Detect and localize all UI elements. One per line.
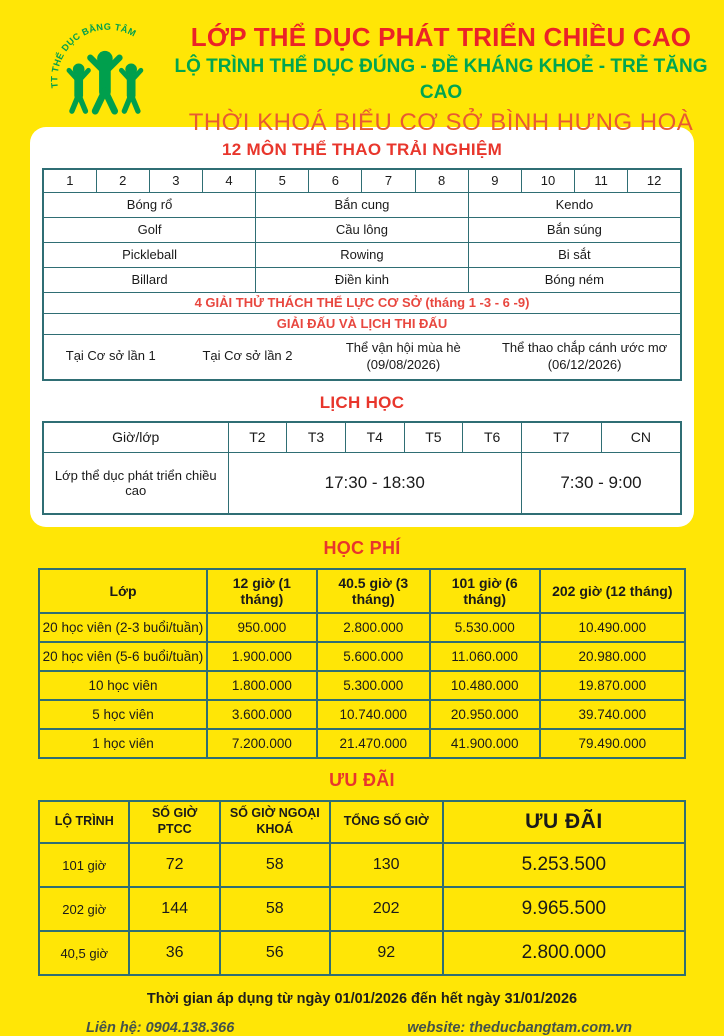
schedule-section-title: LỊCH HỌC	[319, 393, 405, 412]
sport-number: 9	[468, 169, 521, 192]
weekday-time-cell: 17:30 - 18:30	[228, 452, 521, 514]
tournament-row	[43, 313, 681, 334]
sport-number: 5	[256, 169, 309, 192]
event-item	[489, 340, 680, 374]
promo-header-cell: SỐ GIỜ PTCC	[129, 801, 219, 843]
pricing-label-cell: 1 học viên	[39, 729, 207, 758]
sport-number: 11	[575, 169, 628, 192]
pricing-value-cell: 5.300.000	[317, 671, 430, 700]
pricing-value-cell: 1.800.000	[207, 671, 317, 700]
promo-value-cell: 92	[330, 931, 443, 975]
pricing-section	[38, 568, 686, 759]
schedule-body-row	[43, 452, 681, 514]
pricing-row	[39, 700, 685, 729]
event-item	[44, 348, 178, 365]
promo-header-cell: TỔNG SỐ GIỜ	[330, 801, 443, 843]
sport-name-cell: Golf	[43, 217, 256, 242]
weekend-time-cell: 7:30 - 9:00	[521, 452, 681, 514]
sport-name-cell: Pickleball	[43, 242, 256, 267]
challenge-row	[43, 292, 681, 313]
sport-number: 1	[43, 169, 96, 192]
promo-table	[38, 800, 686, 976]
svg-text:TT THỂ DỤC BẰNG TÂM	[49, 22, 138, 89]
sports-row	[43, 242, 681, 267]
promo-header-row	[39, 801, 685, 843]
pricing-value-cell: 39.740.000	[540, 700, 685, 729]
promo-discount-cell: 2.800.000	[443, 931, 685, 975]
schedule-table	[42, 421, 682, 515]
header-titles	[158, 0, 724, 137]
pricing-row	[39, 642, 685, 671]
event-name: Tại Cơ sở lần 2	[202, 348, 293, 364]
sports-row	[43, 192, 681, 217]
sport-name-cell: Điền kinh	[256, 267, 469, 292]
events-list	[44, 335, 680, 380]
pricing-value-cell: 10.740.000	[317, 700, 430, 729]
pricing-label-cell: 10 học viên	[39, 671, 207, 700]
sport-name-cell: Bắn súng	[468, 217, 681, 242]
class-name-cell: Lớp thể dục phát triển chiều cao	[43, 452, 228, 514]
promo-label-cell: 101 giờ	[39, 843, 129, 887]
promo-header-cell: SỐ GIỜ NGOẠI KHOÁ	[220, 801, 330, 843]
promo-header-cell: LỘ TRÌNH	[39, 801, 129, 843]
header	[0, 0, 724, 136]
pricing-table	[38, 568, 686, 759]
sports-number-row	[43, 169, 681, 192]
sports-row	[43, 217, 681, 242]
pricing-value-cell: 41.900.000	[430, 729, 540, 758]
sports-table	[42, 168, 682, 381]
pricing-value-cell: 5.600.000	[317, 642, 430, 671]
promo-header-cell: ƯU ĐÃI	[443, 801, 685, 843]
sport-number: 2	[96, 169, 149, 192]
tournament-text: GIẢI ĐẤU VÀ LỊCH THI ĐẤU	[43, 313, 681, 334]
sport-name-cell: Rowing	[256, 242, 469, 267]
pricing-value-cell: 19.870.000	[540, 671, 685, 700]
pricing-value-cell: 5.530.000	[430, 613, 540, 642]
pricing-header-cell: 12 giờ (1 tháng)	[207, 569, 317, 613]
pricing-value-cell: 20.980.000	[540, 642, 685, 671]
pricing-value-cell: 10.490.000	[540, 613, 685, 642]
pricing-header-row	[39, 569, 685, 613]
website-link: website: theducbangtam.com.vn	[407, 1020, 632, 1036]
promo-value-cell: 144	[129, 887, 219, 931]
logo-arc-text: TT THỂ DỤC BẰNG TÂM	[49, 21, 138, 89]
promo-row	[39, 843, 685, 887]
header-line3: THỜI KHOÁ BIỂU CƠ SỞ BÌNH HƯNG HOÀ	[188, 109, 694, 136]
logo-icon	[46, 14, 158, 116]
pricing-label-cell: 20 học viên (5-6 buổi/tuần)	[39, 642, 207, 671]
main-panel	[30, 127, 694, 527]
pricing-value-cell: 11.060.000	[430, 642, 540, 671]
event-item	[317, 340, 489, 374]
sport-number: 10	[521, 169, 574, 192]
sport-number: 7	[362, 169, 415, 192]
promo-value-cell: 58	[220, 843, 330, 887]
schedule-header-cell: Giờ/lớp	[43, 422, 228, 452]
challenge-text: 4 GIẢI THỬ THÁCH THỂ LỰC CƠ SỞ (tháng 1 -3 - 6 -9)	[43, 292, 681, 313]
pricing-row	[39, 613, 685, 642]
header-line1: LỚP THỂ DỤC PHÁT TRIỂN CHIỀU CAO	[190, 22, 692, 52]
sport-number: 8	[415, 169, 468, 192]
pricing-value-cell: 7.200.000	[207, 729, 317, 758]
schedule-header-cell: T3	[287, 422, 346, 452]
pricing-header-cell: 40.5 giờ (3 tháng)	[317, 569, 430, 613]
promo-value-cell: 56	[220, 931, 330, 975]
promo-row	[39, 887, 685, 931]
promo-row	[39, 931, 685, 975]
promo-value-cell: 58	[220, 887, 330, 931]
schedule-header-cell: T6	[463, 422, 522, 452]
promo-section	[38, 800, 686, 976]
schedule-header-cell: T2	[228, 422, 287, 452]
event-date: (06/12/2026)	[547, 356, 622, 372]
schedule-header-cell: T7	[521, 422, 601, 452]
promo-value-cell: 202	[330, 887, 443, 931]
pricing-header-cell: 101 giờ (6 tháng)	[430, 569, 540, 613]
promo-label-cell: 202 giờ	[39, 887, 129, 931]
pricing-value-cell: 950.000	[207, 613, 317, 642]
pricing-label-cell: 5 học viên	[39, 700, 207, 729]
sports-section-title: 12 MÔN THỂ THAO TRẢI NGHIỆM	[221, 140, 503, 159]
promo-label-cell: 40,5 giờ	[39, 931, 129, 975]
events-row	[43, 334, 681, 380]
sport-number: 6	[309, 169, 362, 192]
pricing-value-cell: 1.900.000	[207, 642, 317, 671]
pricing-row	[39, 729, 685, 758]
pricing-header-cell: Lớp	[39, 569, 207, 613]
sport-number: 12	[628, 169, 681, 192]
pricing-value-cell: 21.470.000	[317, 729, 430, 758]
promo-value-cell: 72	[129, 843, 219, 887]
event-item	[178, 348, 318, 365]
sports-row	[43, 267, 681, 292]
event-name: Thể vận hội mùa hè	[345, 339, 461, 355]
validity-text: Thời gian áp dụng từ ngày 01/01/2026 đến hết ngày 31/01/2026	[146, 991, 578, 1007]
pricing-row	[39, 671, 685, 700]
footer-contact-row	[0, 1020, 724, 1036]
header-line2: LỘ TRÌNH THỂ DỤC ĐÚNG - ĐỀ KHÁNG KHOẺ - TRẺ TĂNG CAO	[174, 56, 708, 103]
pricing-value-cell: 3.600.000	[207, 700, 317, 729]
sport-name-cell: Kendo	[468, 192, 681, 217]
sport-name-cell: Bóng ném	[468, 267, 681, 292]
pricing-header-cell: 202 giờ (12 tháng)	[540, 569, 685, 613]
pricing-value-cell: 20.950.000	[430, 700, 540, 729]
event-date: (09/08/2026)	[366, 356, 441, 372]
promo-section-title: ƯU ĐÃI	[329, 770, 395, 790]
schedule-header-cell: T5	[404, 422, 463, 452]
sport-name-cell: Bắn cung	[256, 192, 469, 217]
schedule-header-cell: T4	[345, 422, 404, 452]
sport-number: 3	[149, 169, 202, 192]
event-name: Thể thao chắp cánh ước mơ	[501, 339, 668, 355]
sport-name-cell: Bi sắt	[468, 242, 681, 267]
promo-discount-cell: 9.965.500	[443, 887, 685, 931]
sport-name-cell: Billard	[43, 267, 256, 292]
pricing-section-title: HỌC PHÍ	[323, 538, 401, 558]
pricing-label-cell: 20 học viên (2-3 buổi/tuần)	[39, 613, 207, 642]
pricing-value-cell: 79.490.000	[540, 729, 685, 758]
contact-phone: Liên hệ: 0904.138.366	[86, 1020, 235, 1036]
sport-name-cell: Cầu lông	[256, 217, 469, 242]
sport-name-cell: Bóng rổ	[43, 192, 256, 217]
pricing-value-cell: 2.800.000	[317, 613, 430, 642]
promo-value-cell: 130	[330, 843, 443, 887]
sport-number: 4	[202, 169, 255, 192]
promo-value-cell: 36	[129, 931, 219, 975]
pricing-value-cell: 10.480.000	[430, 671, 540, 700]
logo-figures-icon	[69, 51, 141, 111]
promo-discount-cell: 5.253.500	[443, 843, 685, 887]
event-name: Tại Cơ sở lần 1	[65, 348, 156, 364]
schedule-header-cell: CN	[601, 422, 681, 452]
schedule-header-row	[43, 422, 681, 452]
schedule-section	[42, 393, 682, 515]
